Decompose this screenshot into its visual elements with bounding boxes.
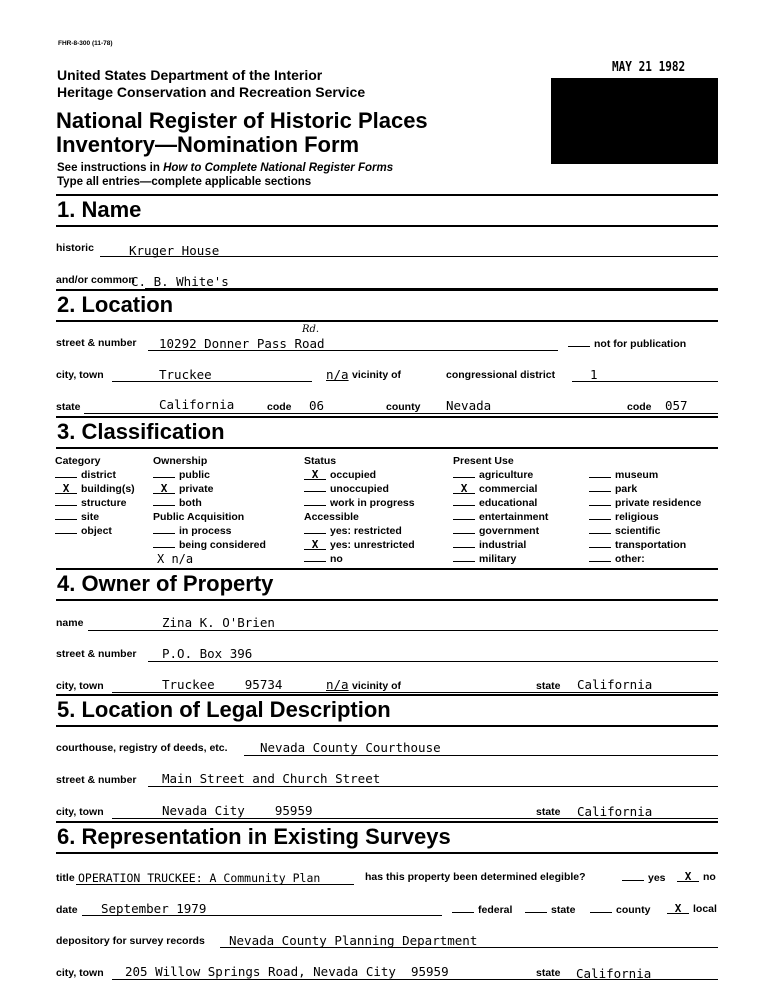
checkbox-item[interactable]: public [153,468,266,482]
field-line [220,947,718,948]
checkbox-item[interactable]: scientific [589,524,701,538]
checkbox-item[interactable]: educational [453,496,548,510]
checkbox-item[interactable]: park [589,482,701,496]
ownership-column [153,454,266,566]
survey-date-value: September 1979 [101,901,207,916]
instructions-line2: Type all entries—complete applicable sections [57,176,312,188]
legal-city-label: city, town [56,806,104,818]
field-line [100,256,718,257]
county-value: Nevada [446,398,492,413]
category-heading: Category [55,455,101,467]
form-title-line1: National Register of Historic Places [56,108,428,133]
agency-line: Heritage Conservation and Recreation Service [57,84,366,100]
depository-state-label: state [536,967,561,979]
checkbox-item[interactable]: entertainment [453,510,548,524]
level-county[interactable]: county [590,903,650,916]
eligible-no[interactable]: X no [677,871,716,883]
checkbox-item[interactable]: religious [589,510,701,524]
checkbox-item[interactable]: yes: restricted [304,524,415,538]
field-line [112,692,718,693]
not-for-publication: not for publication [568,337,686,350]
depository-city-label: city, town [56,967,104,979]
eligible-yes[interactable]: yes [622,871,666,884]
field-line [148,350,558,351]
section-rule [56,320,718,322]
section-4-title: 4. Owner of Property [57,571,274,596]
depository-city-value: 205 Willow Springs Road, Nevada City 95959 [125,964,449,979]
city-town-value: Truckee [159,367,212,382]
checkbox-item[interactable]: industrial [453,538,548,552]
checkbox-item[interactable]: X occupied [304,468,415,482]
eligible-question: has this property been determined elegible? [365,871,586,883]
owner-vicinity-mark: n/a [326,677,349,692]
checkbox-item[interactable]: district [55,468,135,482]
field-line [244,755,718,756]
section-rule [56,194,718,196]
checkbox-item[interactable]: in process [153,524,266,538]
survey-date-label: date [56,904,78,916]
street-number-label: street & number [56,337,137,349]
field-line [112,818,718,819]
owner-city-value: Truckee 95734 [162,677,283,692]
form-title-line2: Inventory—Nomination Form [56,132,360,157]
checkbox-item[interactable]: work in progress [304,496,415,510]
section-rule [56,225,718,227]
checkbox-item[interactable]: no [304,552,415,566]
checkbox-item[interactable]: object [55,524,135,538]
state-value: California [159,397,235,412]
street-number-value: 10292 Donner Pass Road [159,336,325,351]
legal-state-label: state [536,806,561,818]
owner-city-label: city, town [56,680,104,692]
section-rule [56,725,718,727]
legal-street-value: Main Street and Church Street [162,771,381,786]
section-3-title: 3. Classification [57,419,225,444]
handwritten-annotation: Rd. [302,324,320,335]
field-line [76,884,354,885]
owner-state-label: state [536,680,561,692]
depository-label: depository for survey records [56,935,205,947]
depository-value: Nevada County Planning Department [229,933,478,948]
checkbox-item[interactable]: both [153,496,266,510]
received-date-stamp: MAY 21 1982 [612,60,686,75]
accessible-heading: Accessible [304,511,359,523]
checkbox-item[interactable]: being considered [153,538,266,552]
state-code-value: 06 [309,398,325,413]
vicinity-of-label: vicinity of [352,369,402,381]
courthouse-label: courthouse, registry of deeds, etc. [56,742,228,754]
department-line: United States Department of the Interior [57,67,323,83]
checkbox-item[interactable]: military [453,552,548,566]
field-line [148,786,718,787]
form-id: FHR-8-300 (11-78) [58,40,113,47]
city-town-label: city, town [56,369,104,381]
legal-city-value: Nevada City 95959 [162,803,313,818]
field-line [572,381,718,382]
legal-street-label: street & number [56,774,137,786]
section-6-title: 6. Representation in Existing Surveys [57,824,451,849]
checkbox-item[interactable]: government [453,524,548,538]
present-use-column-2 [589,468,701,566]
section-rule [56,821,718,823]
checkbox-item[interactable]: structure [55,496,135,510]
congressional-district-label: congressional district [446,369,556,381]
checkbox-item[interactable]: site [55,510,135,524]
field-line [82,915,442,916]
common-name-label: and/or common [56,274,135,286]
depository-state-value: California [576,966,652,981]
survey-title-label: title [56,872,75,884]
public-acquisition-heading: Public Acquisition [153,511,245,523]
state-label: state [56,401,81,413]
state-code-label: code [267,401,292,413]
legal-state-value: California [577,804,653,819]
historic-value: Kruger House [129,243,220,258]
acquisition-na: X n/a [157,552,194,566]
level-local[interactable]: X local [667,903,717,915]
status-column [304,454,415,566]
level-state[interactable]: state [525,903,576,916]
owner-street-label: street & number [56,648,137,660]
county-label: county [386,401,421,413]
ownership-heading: Ownership [153,455,208,467]
section-2-title: 2. Location [57,292,174,317]
survey-title-value: OPERATION TRUCKEE: A Community Plan [78,871,321,885]
present-use-heading: Present Use [453,455,514,467]
owner-name-label: name [56,617,84,629]
checkbox-item[interactable]: transportation [589,538,701,552]
owner-vicinity-label: vicinity of [352,680,402,692]
county-code-value: 057 [665,398,688,413]
present-use-column [453,454,548,566]
section-rule [56,694,718,696]
courthouse-value: Nevada County Courthouse [260,740,441,755]
checkbox-item[interactable]: other: [589,552,701,566]
section-rule [56,289,718,291]
level-federal[interactable]: federal [452,903,512,916]
owner-name-value: Zina K. O'Brien [162,615,275,630]
section-rule [56,852,718,854]
section-rule [56,568,718,570]
owner-state-value: California [577,677,653,692]
section-rule [56,447,718,449]
owner-street-value: P.O. Box 396 [162,646,253,661]
checkbox-item[interactable]: museum [589,468,701,482]
vicinity-mark: n/a [326,367,349,382]
field-line [84,413,718,414]
checkbox-item[interactable]: X yes: unrestricted [304,538,415,552]
category-column [55,454,135,538]
section-rule [56,599,718,601]
section-rule [56,416,718,418]
section-5-title: 5. Location of Legal Description [57,697,391,722]
field-line [112,381,312,382]
field-line [112,979,718,980]
field-line [88,630,718,631]
field-line [148,661,718,662]
instructions-line1: See instructions in How to Complete National Register Forms [57,162,394,174]
checkbox-item[interactable]: X building(s) [55,482,135,496]
checkbox-item[interactable]: X private [153,482,266,496]
section-1-title: 1. Name [57,197,142,222]
congressional-district-value: 1 [590,367,598,382]
status-heading: Status [304,455,337,467]
redacted-stamp-box [551,78,718,164]
checkbox-item[interactable]: agriculture [453,468,548,482]
checkbox-item[interactable]: private residence [589,496,701,510]
common-name-value: C. B. White's [131,274,229,289]
checkbox-item[interactable]: unoccupied [304,482,415,496]
county-code-label: code [627,401,652,413]
historic-label: historic [56,242,94,254]
checkbox-item[interactable]: X commercial [453,482,548,496]
